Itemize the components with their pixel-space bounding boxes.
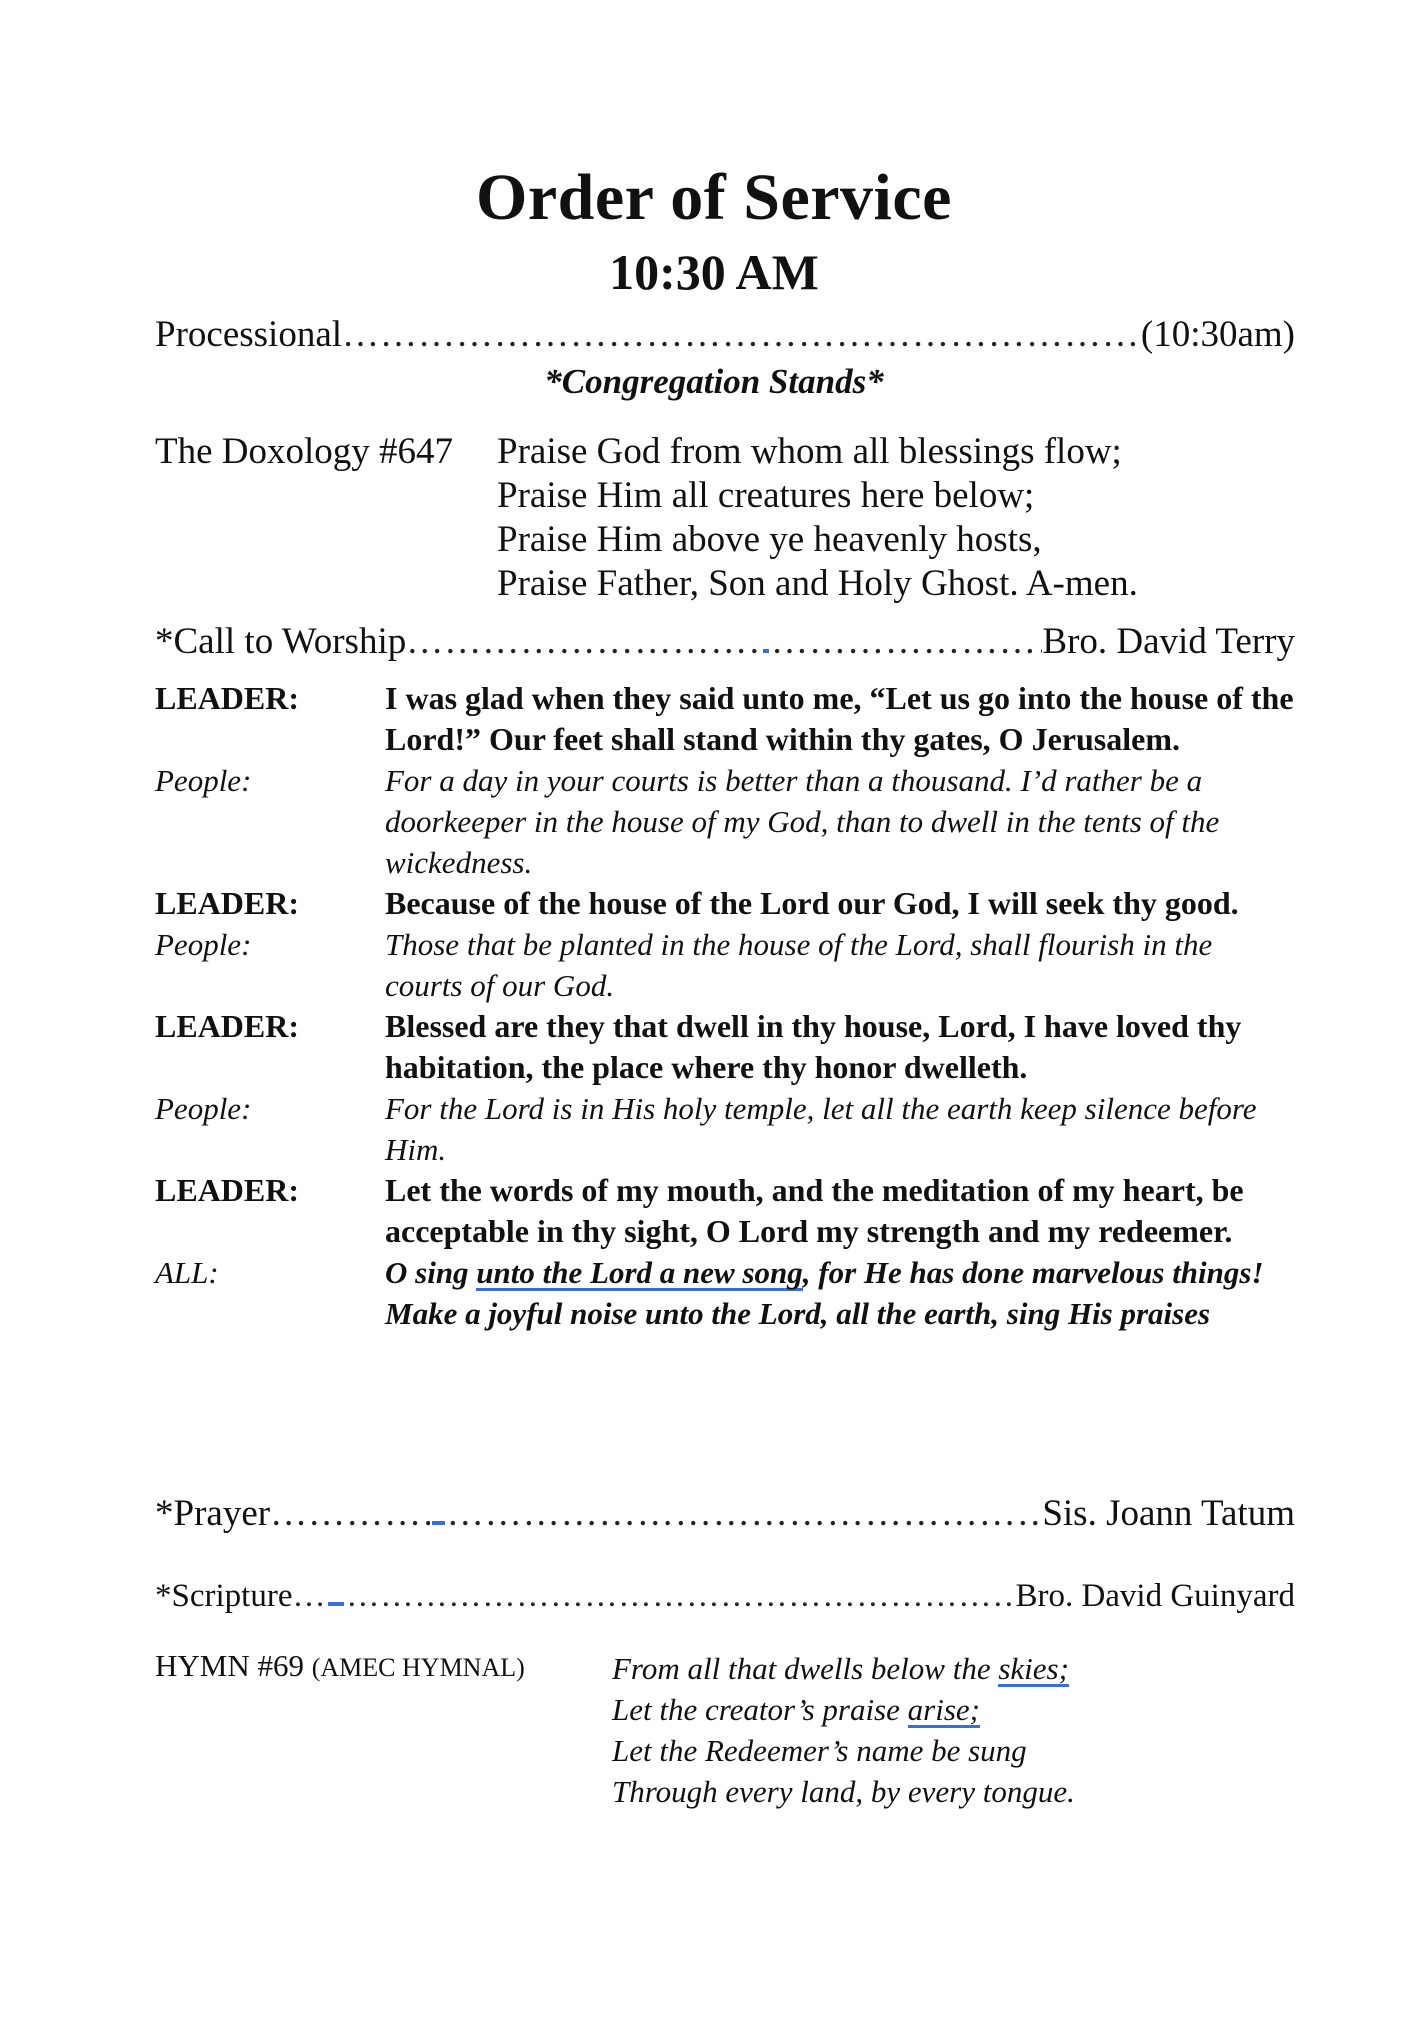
speaker-label: LEADER: bbox=[155, 680, 300, 716]
hymn-line bbox=[612, 1730, 1075, 1771]
underlined-word: arise; bbox=[907, 1692, 980, 1727]
scripture-label: *Scripture bbox=[155, 1578, 293, 1614]
prayer-leader: Sis. Joann Tatum bbox=[1042, 1493, 1295, 1534]
hymn-line bbox=[612, 1648, 1075, 1689]
reading-text: Those that be planted in the house of the Lord, shall flourish in the courts of our God. bbox=[385, 927, 1213, 1003]
blue-underline-marker bbox=[432, 1521, 445, 1525]
processional-label: Processional bbox=[155, 314, 343, 355]
litany-row bbox=[155, 924, 1295, 1006]
scripture-line bbox=[155, 1578, 1295, 1615]
reading-text: For a day in your courts is better than a thousand. I’d rather be a doorkeeper in the house of my God, than to dwell in the tents of the wickedness. bbox=[385, 763, 1220, 880]
congregation-stands-note: *Congregation Stands* bbox=[544, 362, 884, 401]
prayer-label: *Prayer bbox=[155, 1493, 271, 1534]
hymn-line bbox=[612, 1771, 1075, 1812]
hymn-line bbox=[612, 1689, 1075, 1730]
hymn-line-text: From all that dwells below the bbox=[612, 1651, 999, 1686]
dot-leader bbox=[342, 313, 1141, 356]
dot-leader bbox=[406, 620, 761, 663]
call-to-worship-label: *Call to Worship bbox=[155, 621, 407, 662]
prayer-line bbox=[155, 1492, 1295, 1535]
litany-row bbox=[155, 1088, 1295, 1170]
litany-row bbox=[155, 1006, 1295, 1088]
blue-underline-marker bbox=[763, 649, 769, 653]
hymnal-name: (AMEC HYMNAL) bbox=[311, 1653, 525, 1682]
reading-text-part: , for He has done marvelous things! Make a joyful noise unto the Lord, all the earth, sing His praises bbox=[385, 1255, 1264, 1331]
hymn-number: HYMN #69 bbox=[155, 1648, 304, 1683]
dot-leader bbox=[292, 1578, 326, 1615]
service-time: 10:30 AM bbox=[609, 244, 819, 300]
blue-underline-marker bbox=[328, 1602, 344, 1606]
doxology-line: Praise Him all creatures here below; bbox=[497, 475, 1035, 516]
litany-row bbox=[155, 760, 1295, 883]
scripture-reader: Bro. David Guinyard bbox=[1015, 1578, 1295, 1614]
reading-text: Let the words of my mouth, and the meditation of my heart, be acceptable in thy sight, O Lord my strength and my redeemer. bbox=[385, 1172, 1244, 1249]
litany-row bbox=[155, 678, 1295, 760]
reading-text: Blessed are they that dwell in thy house, Lord, I have loved thy habitation, the place where thy honor dwelleth. bbox=[385, 1008, 1242, 1085]
litany-row bbox=[155, 1252, 1295, 1334]
processional-time: (10:30am) bbox=[1140, 314, 1295, 355]
dot-leader bbox=[771, 620, 1042, 663]
speaker-label: People: bbox=[155, 927, 252, 962]
hymn-line-text: Let the creator’s praise bbox=[612, 1692, 908, 1727]
reading-text bbox=[385, 1252, 1295, 1334]
doxology-line: Praise God from whom all blessings flow; bbox=[497, 431, 1122, 472]
hymn-label bbox=[155, 1648, 525, 1684]
processional-line bbox=[155, 313, 1295, 356]
call-to-worship-leader: Bro. David Terry bbox=[1042, 621, 1295, 662]
reading-text: For the Lord is in His holy temple, let all the earth keep silence before Him. bbox=[385, 1091, 1257, 1167]
speaker-label: LEADER: bbox=[155, 1008, 300, 1044]
doxology-line: Praise Him above ye heavenly hosts, bbox=[497, 519, 1042, 560]
litany-row bbox=[155, 883, 1295, 924]
speaker-label: People: bbox=[155, 1091, 252, 1126]
litany-row bbox=[155, 1170, 1295, 1252]
dot-leader bbox=[346, 1578, 1015, 1615]
underlined-phrase: unto the Lord a new song bbox=[476, 1255, 803, 1290]
speaker-label: ALL: bbox=[155, 1255, 219, 1290]
speaker-label: LEADER: bbox=[155, 885, 300, 921]
doxology-lyrics bbox=[497, 430, 1138, 606]
call-to-worship-line bbox=[155, 620, 1295, 663]
speaker-label: People: bbox=[155, 763, 252, 798]
doxology-label: The Doxology #647 bbox=[155, 431, 454, 472]
reading-text: I was glad when they said unto me, “Let us go into the house of the Lord!” Our feet shall stand within thy gates, O Jerusalem. bbox=[385, 680, 1294, 757]
hymn-lyrics bbox=[612, 1648, 1075, 1812]
hymn-line-text: Through every land, by every tongue. bbox=[612, 1774, 1075, 1809]
hymn-line-text: Let the Redeemer’s name be sung bbox=[612, 1733, 1027, 1768]
underlined-word: skies; bbox=[998, 1651, 1069, 1686]
dot-leader bbox=[447, 1492, 1043, 1535]
page-title: Order of Service bbox=[476, 161, 952, 234]
doxology-line: Praise Father, Son and Holy Ghost. A-men. bbox=[497, 563, 1138, 604]
reading-text-part: O sing bbox=[385, 1255, 477, 1290]
dot-leader bbox=[270, 1492, 430, 1535]
speaker-label: LEADER: bbox=[155, 1172, 300, 1208]
responsive-reading bbox=[155, 678, 1295, 1334]
reading-text: Because of the house of the Lord our God, I will seek thy good. bbox=[385, 885, 1239, 921]
